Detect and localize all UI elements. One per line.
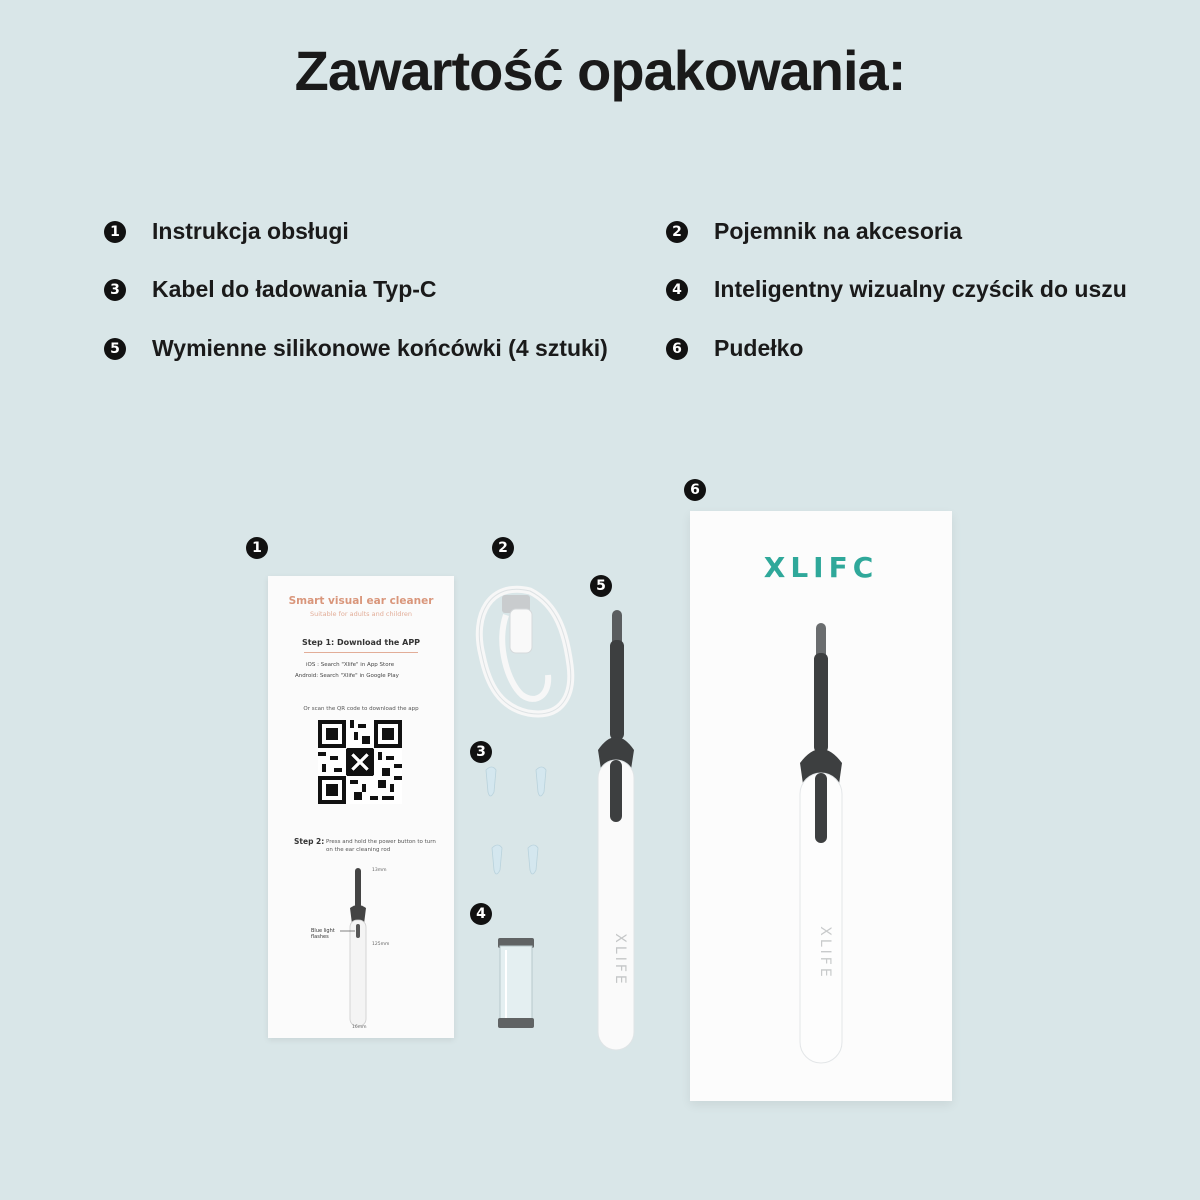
instruction-manual: [268, 576, 454, 1038]
brand-logo: XLIFC: [763, 551, 879, 584]
manual-step2-text: Press and hold the power button to turn on the ear cleaning rod: [326, 839, 436, 854]
number-badge: 2: [666, 221, 688, 243]
number-badge: 6: [666, 338, 688, 360]
legend-item-4: [666, 276, 1127, 303]
silicone-tips-image: [480, 762, 560, 892]
dimension-label: 13mm: [372, 868, 387, 873]
legend-label: Inteligentny wizualny czyścik do uszu: [714, 276, 1127, 302]
marker-5: 5: [590, 575, 612, 597]
legend-item-1: [104, 218, 349, 245]
manual-title: Smart visual ear cleaner: [288, 595, 434, 607]
blue-light-label: Blue light flashes: [311, 928, 335, 940]
number-badge: 4: [666, 279, 688, 301]
legend-label: Kabel do ładowania Typ-C: [152, 276, 437, 302]
marker-6: 6: [684, 479, 706, 501]
box-device-image: [786, 623, 856, 1073]
device-diagram-image: [328, 866, 388, 1036]
legend-label: Instrukcja obsługi: [152, 218, 349, 244]
legend-item-5: [104, 335, 608, 362]
manual-android-line: Android: Search "Xlife" in Google Play: [295, 673, 399, 679]
divider: [304, 652, 418, 653]
legend-label: Pudełko: [714, 335, 804, 361]
accessory-container-image: [494, 932, 538, 1034]
legend-item-3: [104, 276, 437, 303]
usb-c-cable-image: [470, 575, 580, 725]
marker-3: 3: [470, 741, 492, 763]
svg-text:XLIFE: XLIFE: [612, 933, 628, 987]
manual-step2-label: Step 2:: [294, 837, 325, 846]
marker-1: 1: [246, 537, 268, 559]
ear-cleaner-device-image: [590, 600, 660, 1060]
dimension-label: 16mm: [352, 1025, 367, 1030]
qr-code-image: [318, 720, 402, 804]
page-title: Zawartość opakowania:: [294, 39, 906, 102]
manual-scan-text: Or scan the QR code to download the app: [303, 706, 419, 712]
legend-item-6: [666, 335, 803, 362]
number-badge: 5: [104, 338, 126, 360]
legend-label: Wymienne silikonowe końcówki (4 sztuki): [152, 335, 608, 361]
dimension-label: 125mm: [372, 942, 390, 947]
legend-label: Pojemnik na akcesoria: [714, 218, 963, 244]
marker-4: 4: [470, 903, 492, 925]
manual-ios-line: iOS : Search "Xlife" in App Store: [306, 662, 395, 668]
svg-text:XLIFE: XLIFE: [817, 926, 833, 980]
number-badge: 1: [104, 221, 126, 243]
manual-step1: Step 1: Download the APP: [301, 638, 421, 647]
marker-2: 2: [492, 537, 514, 559]
number-badge: 3: [104, 279, 126, 301]
product-box: [690, 511, 952, 1101]
legend-item-2: [666, 218, 962, 245]
manual-subtitle: Suitable for adults and children: [310, 610, 412, 618]
